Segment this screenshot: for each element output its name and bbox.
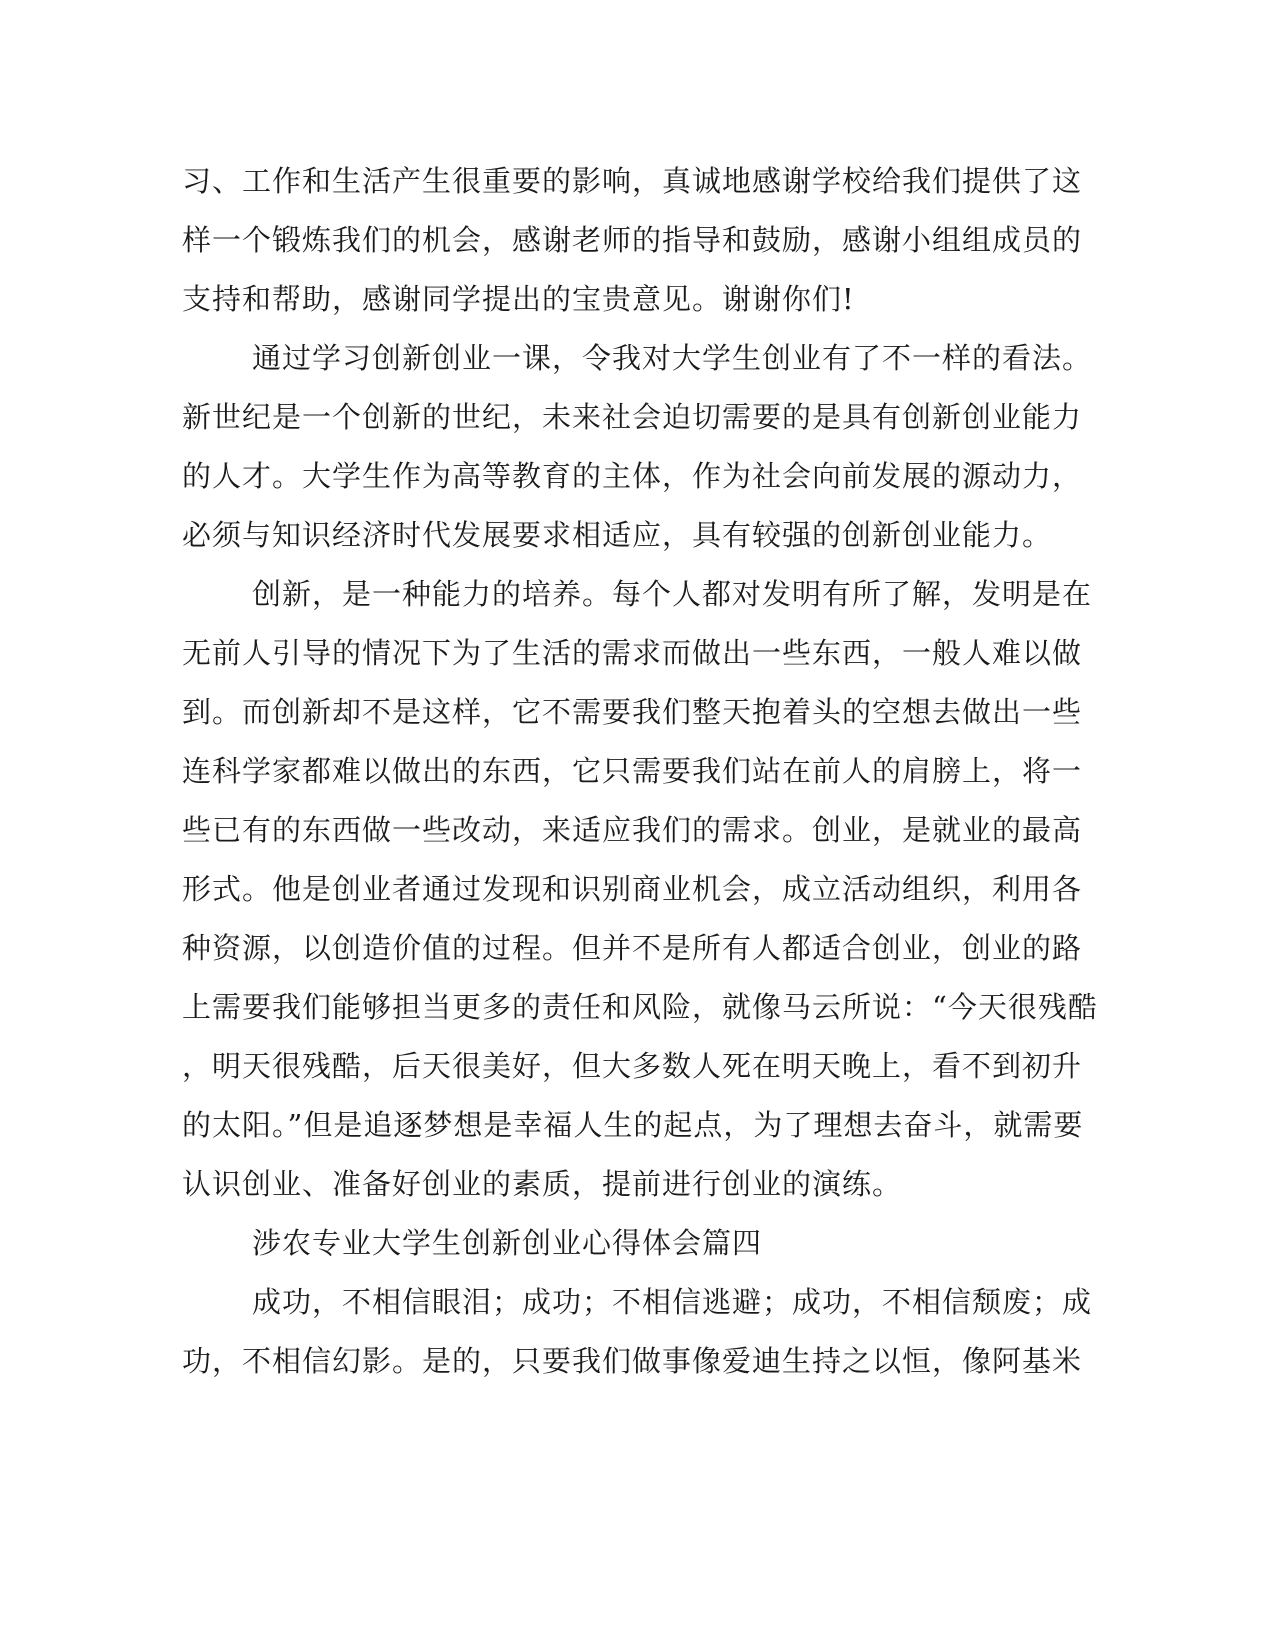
text-line: 无前人引导的情况下为了生活的需求而做出一些东西，一般人难以做 <box>182 636 1083 670</box>
text-line: 必须与知识经济时代发展要求相适应，具有较强的创新创业能力。 <box>182 518 1053 552</box>
paragraph-first-line: 创新，是一种能力的培养。每个人都对发明有所了解，发明是在 <box>252 577 1093 611</box>
text-line: 新世纪是一个创新的世纪，未来社会迫切需要的是具有创新创业能力 <box>182 400 1083 434</box>
text-line: 的太阳。”但是追逐梦想是幸福人生的起点，为了理想去奋斗，就需要 <box>182 1108 1084 1142</box>
text-line: 功，不相信幻影。是的，只要我们做事像爱迪生持之以恒，像阿基米 <box>182 1344 1083 1378</box>
text-line: 些已有的东西做一些改动，来适应我们的需求。创业，是就业的最高 <box>182 813 1083 847</box>
body-text <box>182 152 1098 1391</box>
text-line: 样一个锻炼我们的机会，感谢老师的指导和鼓励，感谢小组组成员的 <box>182 223 1083 257</box>
text-line: 到。而创新却不是这样，它不需要我们整天抱着头的空想去做出一些 <box>182 695 1083 729</box>
text-line: 种资源，以创造价值的过程。但并不是所有人都适合创业，创业的路 <box>182 931 1083 965</box>
text-line: 形式。他是创业者通过发现和识别商业机会，成立活动组织，利用各 <box>182 872 1083 906</box>
text-line: 连科学家都难以做出的东西，它只需要我们站在前人的肩膀上，将一 <box>182 754 1083 788</box>
section-heading: 涉农专业大学生创新创业心得体会篇四 <box>252 1226 763 1260</box>
text-line: 习、工作和生活产生很重要的影响，真诚地感谢学校给我们提供了这 <box>182 164 1083 198</box>
text-line: 的人才。大学生作为高等教育的主体，作为社会向前发展的源动力， <box>182 459 1083 493</box>
text-line: ，明天很残酷，后天很美好，但大多数人死在明天晚上，看不到初升 <box>182 1049 1083 1083</box>
paragraph-first-line: 通过学习创新创业一课，令我对大学生创业有了不一样的看法。 <box>252 341 1093 375</box>
text-line: 上需要我们能够担当更多的责任和风险，就像马云所说：“今天很残酷 <box>182 990 1098 1024</box>
paragraph-first-line: 成功，不相信眼泪；成功；不相信逃避；成功，不相信颓废；成 <box>252 1285 1093 1319</box>
text-line: 认识创业、准备好创业的素质，提前进行创业的演练。 <box>182 1167 903 1201</box>
text-line: 支持和帮助，感谢同学提出的宝贵意见。谢谢你们! <box>182 282 855 316</box>
